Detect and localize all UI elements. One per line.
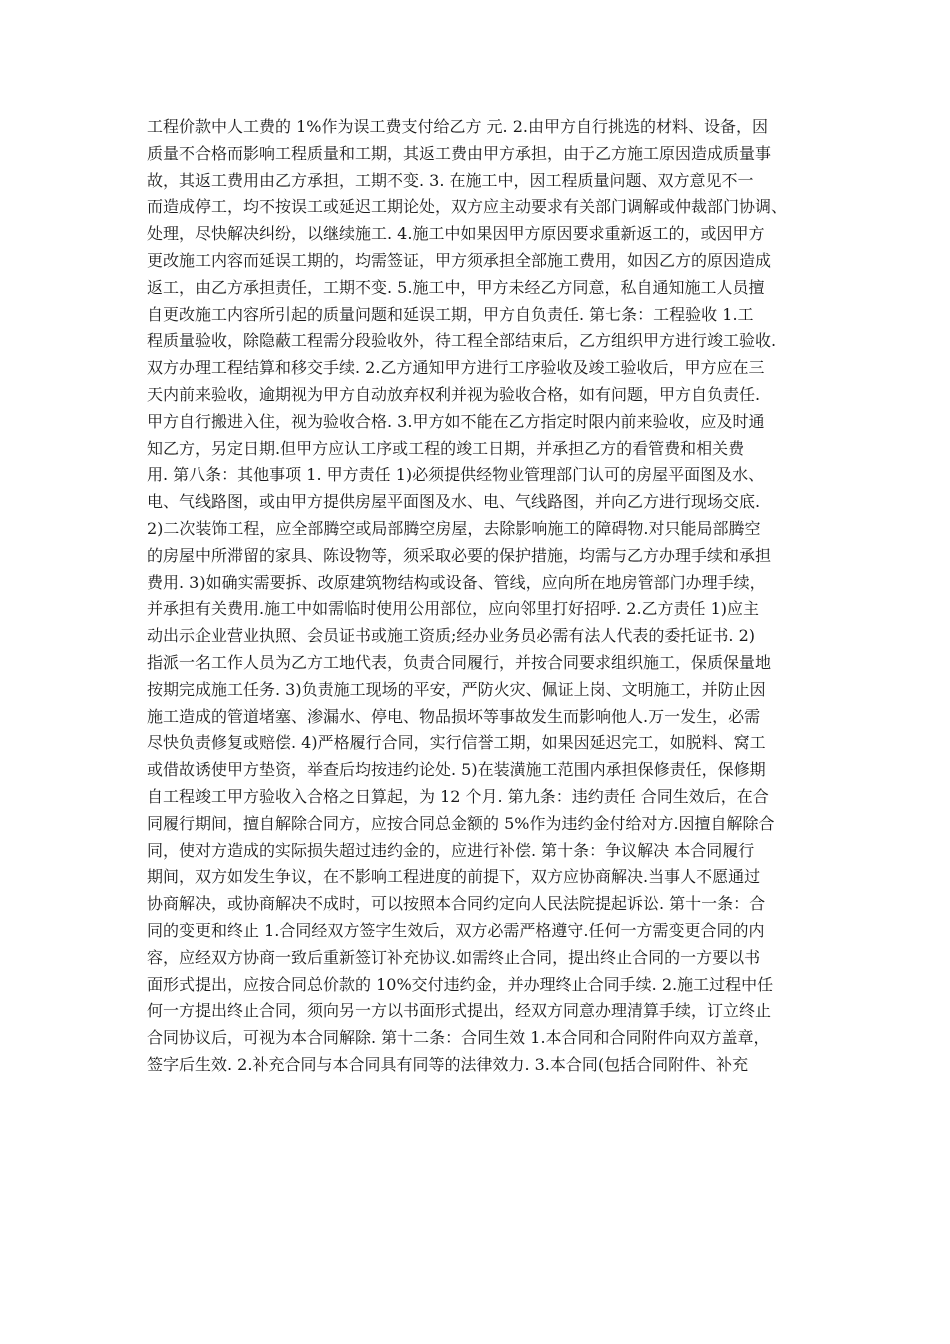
- text-line: 施工造成的管道堵塞、渗漏水、停电、物品损坏等事故发生而影响他人.万一发生，必需: [147, 706, 761, 726]
- text-line: 动出示企业营业执照、会员证书或施工资质;经办业务员必需有法人代表的委托证书. 2): [147, 626, 755, 646]
- text-line: 2)二次装饰工程，应全部腾空或局部腾空房屋，去除影响施工的障碍物.对只能局部腾空: [147, 518, 761, 538]
- text-line: 的房屋中所滞留的家具、陈设物等，须采取必要的保护措施，均需与乙方办理手续和承担: [147, 545, 772, 565]
- text-line: 质量不合格而影响工程质量和工期，其返工费由甲方承担，由于乙方施工原因造成质量事: [147, 143, 772, 163]
- text-line: 更改施工内容而延误工期的，均需签证，甲方须承担全部施工费用，如因乙方的原因造成: [147, 250, 772, 270]
- text-line: 容，应经双方协商一致后重新签订补充协议.如需终止合同，提出终止合同的一方要以书: [147, 947, 761, 967]
- text-line: 同的变更和终止 1.合同经双方签字生效后，双方必需严格遵守.任何一方需变更合同的内: [147, 920, 765, 940]
- text-line: 而造成停工，均不按误工或延迟工期论处，双方应主动要求有关部门调解或仲裁部门协调、: [147, 197, 788, 217]
- text-line: 故，其返工费用由乙方承担，工期不变. 3. 在施工中，因工程质量问题、双方意见不一: [147, 170, 754, 190]
- text-line: 期间，双方如发生争议，在不影响工程进度的前提下，双方应协商解决.当事人不愿通过: [147, 867, 761, 887]
- text-line: 知乙方，另定日期.但甲方应认工序或工程的竣工日期，并承担乙方的看管费和相关费: [147, 438, 745, 458]
- text-line: 合同协议后，可视为本合同解除. 第十二条：合同生效 1.本合同和合同附件向双方盖章，: [147, 1028, 770, 1048]
- text-line: 自工程竣工甲方验收入合格之日算起，为 12 个月. 第九条：违约责任 合同生效后，在合: [147, 786, 769, 806]
- text-line: 费用. 3)如确实需要拆、改原建筑物结构或设备、管线，应向所在地房管部门办理手续，: [147, 572, 766, 592]
- text-line: 协商解决，或协商解决不成时，可以按照本合同约定向人民法院提起诉讼. 第十一条：合: [147, 894, 766, 914]
- text-line: 用. 第八条：其他事项 1. 甲方责任 1)必须提供经物业管理部门认可的房屋平面图及水、: [147, 465, 765, 485]
- text-line: 同，使对方造成的实际损失超过违约金的，应进行补偿. 第十条：争议解决 本合同履行: [147, 840, 755, 860]
- text-line: 程质量验收，除隐蔽工程需分段验收外，待工程全部结束后，乙方组织甲方进行竣工验收.: [147, 331, 777, 351]
- contract-body-text: [147, 114, 807, 1079]
- text-line: 双方办理工程结算和移交手续. 2.乙方通知甲方进行工序验收及竣工验收后，甲方应在三: [147, 358, 765, 378]
- text-line: 何一方提出终止合同，须向另一方以书面形式提出，经双方同意办理清算手续，订立终止: [147, 1001, 772, 1021]
- text-line: 并承担有关费用.施工中如需临时使用公用部位，应向邻里打好招呼. 2.乙方责任 1)应主: [147, 599, 760, 619]
- text-line: 自更改施工内容所引起的质量问题和延误工期，甲方自负责任. 第七条：工程验收 1.工: [147, 304, 754, 324]
- text-line: 尽快负责修复或赔偿. 4)严格履行合同，实行信誉工期，如果因延迟完工，如脱料、窝工: [147, 733, 766, 753]
- text-line: 同履行期间，擅自解除合同方，应按合同总金额的 5%作为违约金付给对方.因擅自解除合: [147, 813, 775, 833]
- text-line: 指派一名工作人员为乙方工地代表，负责合同履行，并按合同要求组织施工，保质保量地: [147, 652, 772, 672]
- text-line: 处理，尽快解决纠纷，以继续施工. 4.施工中如果因甲方原因要求重新返工的，或因甲方: [147, 224, 765, 244]
- text-line: 甲方自行搬进入住，视为验收合格. 3.甲方如不能在乙方指定时限内前来验收，应及时通: [147, 411, 765, 431]
- text-line: 或借故诱使甲方垫资，举查后均按违约论处. 5)在装潢施工范围内承担保修责任，保修期: [147, 760, 766, 780]
- text-line: 面形式提出，应按合同总价款的 10%交付违约金，并办理终止合同手续. 2.施工过程中任: [147, 974, 774, 994]
- text-line: 按期完成施工任务. 3)负责施工现场的平安，严防火灾、佩证上岗、文明施工，并防止因: [147, 679, 766, 699]
- text-line: 电、气线路图，或由甲方提供房屋平面图及水、电、气线路图，并向乙方进行现场交底.: [147, 492, 761, 512]
- text-line: 签字后生效. 2.补充合同与本合同具有同等的法律效力. 3.本合同(包括合同附件、补充: [147, 1054, 749, 1074]
- text-line: 天内前来验收，逾期视为甲方自动放弃权利并视为验收合格，如有问题，甲方自负责任.: [147, 384, 761, 404]
- text-line: 工程价款中人工费的 1%作为误工费支付给乙方 元. 2.由甲方自行挑选的材料、设备，因: [147, 117, 768, 136]
- text-line: 返工，由乙方承担责任，工期不变. 5.施工中，甲方未经乙方同意，私自通知施工人员擅: [147, 277, 765, 297]
